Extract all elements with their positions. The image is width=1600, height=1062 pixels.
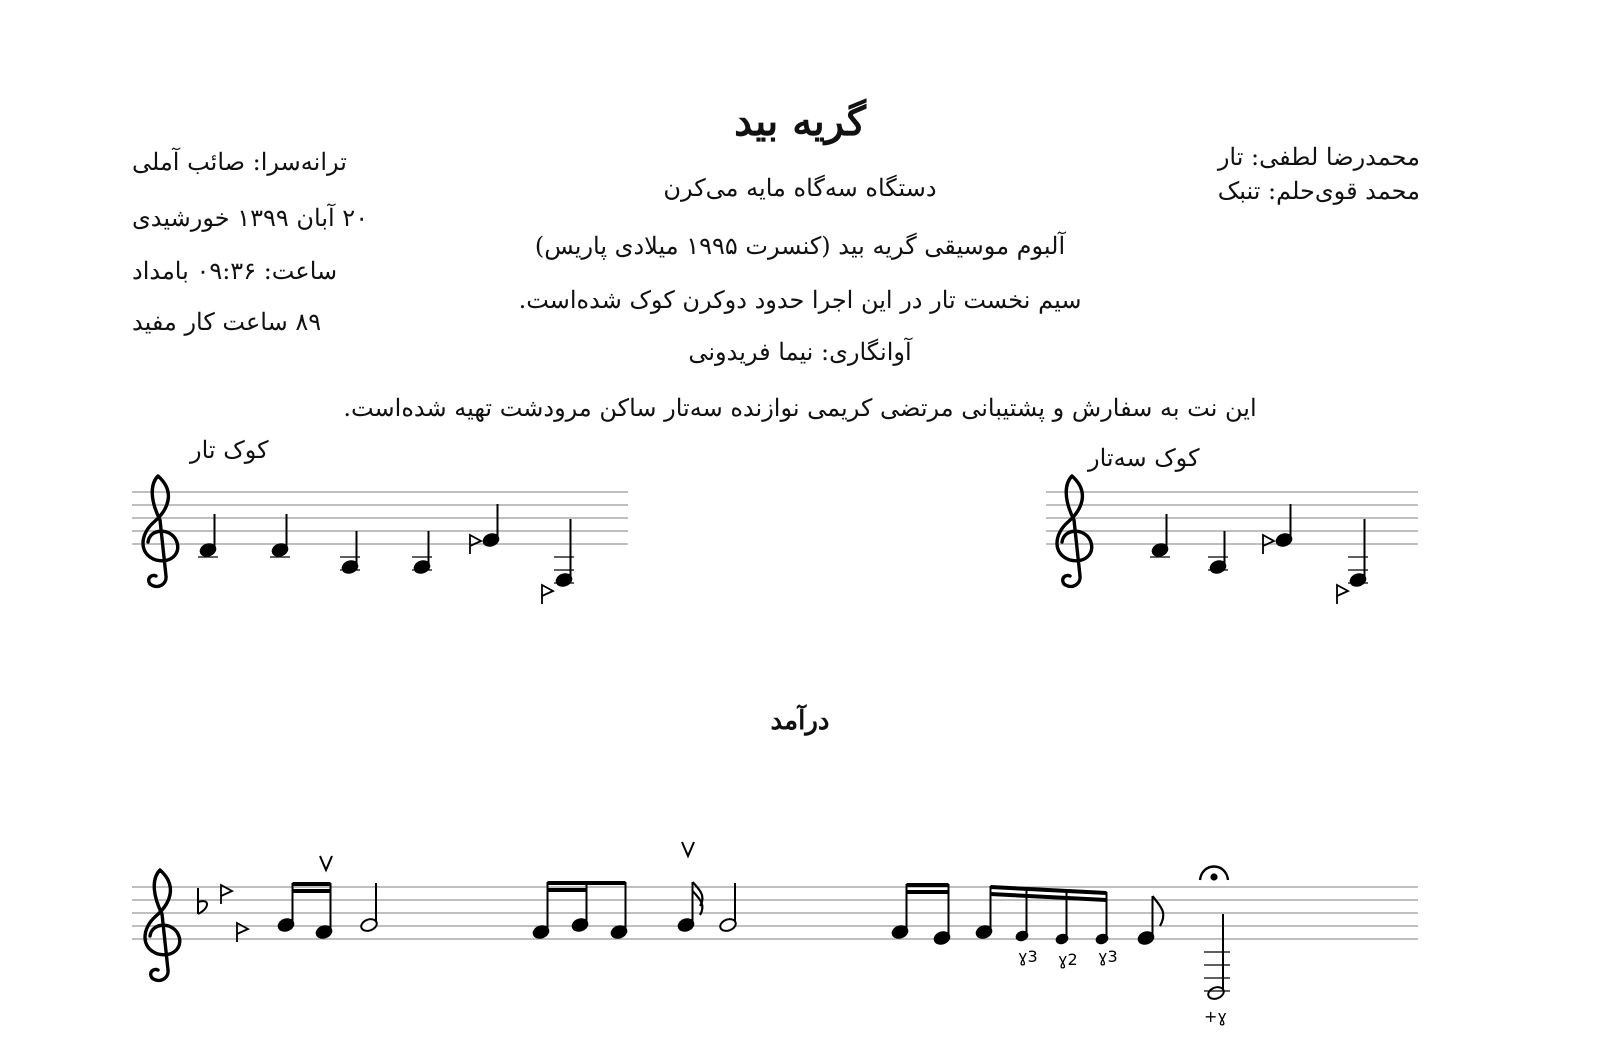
- finger-mark: ɣ2: [1058, 950, 1078, 969]
- section-title-daramad: درآمد: [770, 706, 830, 736]
- finger-mark: +ɣ: [1204, 1007, 1227, 1026]
- work-hours-text: ۸۹ ساعت کار مفید: [132, 308, 322, 336]
- setar-tuning-staff: [1046, 476, 1418, 604]
- note-f4-koron: [1263, 504, 1293, 554]
- note-group: [277, 856, 333, 940]
- tuning-note-text: سیم نخست تار در این اجرا حدود دوکرن کوک شده‌است.: [518, 286, 1082, 314]
- fermata-icon: [1200, 867, 1228, 881]
- note-c4: [270, 514, 290, 558]
- note-f4-koron: [470, 504, 500, 554]
- note-d3-koron: [1337, 519, 1368, 604]
- note-c4: [1150, 514, 1170, 558]
- note-group: [975, 886, 1108, 945]
- note-g3: [340, 531, 360, 575]
- finger-mark: ɣ3: [1018, 947, 1038, 966]
- tar-tuning-label: کوک تار: [190, 436, 269, 464]
- note-g3: [1208, 531, 1228, 575]
- note-group: [532, 882, 628, 940]
- koron-icon: [221, 885, 232, 904]
- half-note: [719, 883, 738, 933]
- tar-tuning-staff: [132, 476, 628, 604]
- note-d3-koron: [542, 519, 574, 604]
- note-group: [891, 884, 951, 946]
- date-text: ۲۰ آبان ۱۳۹۹ خورشیدی: [132, 204, 369, 232]
- time-text: ساعت: ۰۹:۳۶ بامداد: [132, 257, 338, 285]
- sponsor-text: این نت به سفارش و پشتیبانی مرتضی کریمی نوازنده سه‌تار ساکن مرودشت تهیه شده‌است.: [343, 394, 1257, 422]
- tar-credit: محمدرضا لطفی: تار: [1217, 143, 1420, 171]
- finger-mark: ɣ3: [1098, 947, 1118, 966]
- album-text: آلبوم موسیقی گریه بید (کنسرت ۱۹۹۵ میلادی پاریس): [534, 232, 1066, 260]
- lyricist-credit: ترانه‌سرا: صائب آملی: [132, 148, 347, 176]
- dastgah-text: دستگاه سه‌گاه مایه می‌کرن: [663, 174, 937, 202]
- half-note: [360, 883, 379, 933]
- flat-icon: [198, 888, 207, 914]
- piece-title: گریه بید: [734, 98, 866, 145]
- tombak-credit: محمد قوی‌حلم: تنبک: [1217, 177, 1420, 205]
- note-c4: [198, 514, 218, 558]
- note-g3: [412, 531, 432, 575]
- whole-note-low: [1204, 914, 1230, 1001]
- eighth-note: [1137, 896, 1163, 946]
- daramad-staff: [132, 842, 1418, 1026]
- setar-tuning-label: کوک سه‌تار: [1088, 444, 1200, 472]
- transcriber-text: آوانگاری: نیما فریدونی: [688, 338, 912, 366]
